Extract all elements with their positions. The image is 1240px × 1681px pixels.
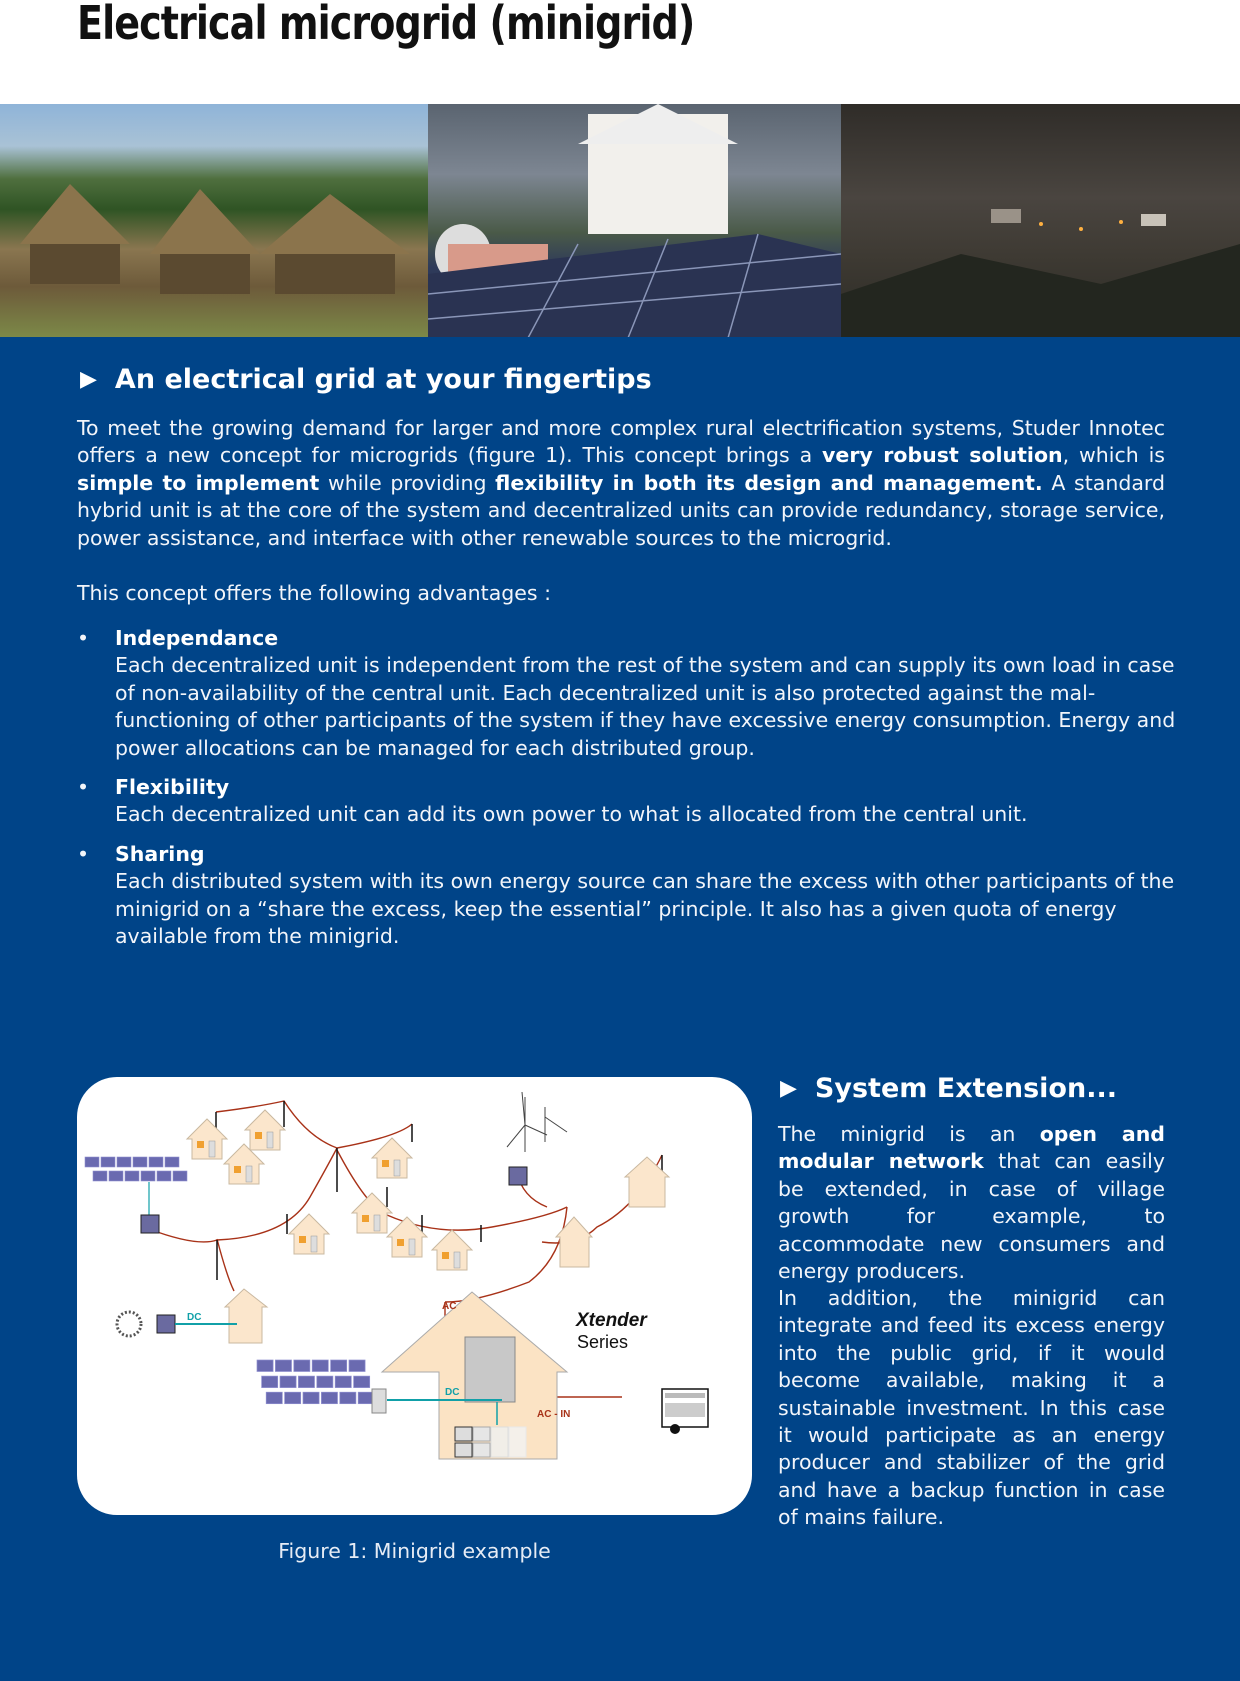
- brand-label: Xtender: [576, 1310, 647, 1331]
- ac-in-label: AC - IN: [537, 1409, 571, 1420]
- charge-controller-icon: [372, 1389, 386, 1413]
- list-item: [77, 774, 1177, 829]
- item-title: • Independance: [115, 626, 279, 650]
- mountain-village-night-photo: [841, 104, 1240, 338]
- item-title: • Sharing: [115, 841, 205, 866]
- extension-paragraph-2: In addition, the minigrid can integrate and feed its excess energy into the public grid, if it would become available, making it a sustainable investment. In this case it would participate as an energy producer and stabilizer of the grid and have a backup function in case of mains failure.: [778, 1286, 1165, 1530]
- photo-strip: [0, 104, 1240, 338]
- church-solar-panels-photo: [428, 104, 841, 338]
- content-panel: [0, 337, 1240, 1681]
- text: The minigrid is an: [778, 1122, 1040, 1146]
- text: To meet the growing demand for larger and more complex rural electrification systems, Studer Innotec offers a new concept for microgrids (figure 1). This concept brings a: [77, 416, 1165, 468]
- inverter-icon: [141, 1215, 159, 1233]
- dc-label: DC: [187, 1312, 202, 1323]
- section-heading-grid: [80, 364, 652, 395]
- figure-caption: Figure 1: Minigrid example: [278, 1539, 551, 1563]
- text: , which is: [1062, 443, 1165, 468]
- xtender-unit-icon: [465, 1337, 515, 1402]
- triangle-right-icon: ▶: [80, 367, 97, 392]
- bold-text: very robust solution: [822, 443, 1063, 468]
- bold-text: simple to implement: [77, 470, 320, 495]
- item-text: Each decentralized unit can add its own power to what is allocated from the central unit.: [115, 802, 1028, 827]
- text: while providing: [319, 470, 496, 495]
- intro-paragraph: [77, 415, 1165, 552]
- section-heading-extension: [780, 1073, 1117, 1104]
- page-title: Electrical microgrid (minigrid): [77, 0, 695, 50]
- text: A standard hybrid unit is at the core of the system and decentralized units can provide redundancy, storage service, power assistance, and interface with other renewable sources to the microgrid.: [77, 470, 1165, 550]
- list-item: [77, 625, 1177, 762]
- generator-icon: [662, 1389, 708, 1434]
- consumer-house: [225, 1289, 267, 1343]
- advantages-list: [77, 625, 1177, 962]
- inverter-icon: [157, 1315, 175, 1333]
- heading-text: System Extension...: [814, 1073, 1117, 1104]
- thatched-huts-photo: [0, 104, 428, 338]
- series-label: Series: [577, 1332, 629, 1352]
- item-text: Each decentralized unit is independent from the rest of the system and can supply its own load in case of non-availability of the central unit. Each decentralized unit is also protected against the mal-functioning of other participants of the system if they have excessive energy consumption. Energy and power allocations can be managed for each distributed group.: [115, 653, 1176, 760]
- solar-array-icon: [257, 1360, 374, 1404]
- ac-label: AC: [442, 1301, 457, 1312]
- heading-text: An electrical grid at your fingertips: [114, 364, 652, 395]
- extension-paragraph-1: [778, 1121, 1165, 1285]
- bold-text: open and modular network: [778, 1122, 1165, 1174]
- solar-array-icon: [85, 1157, 187, 1181]
- text: that can easily be extended, in case of village growth for example, to accommodate new consumers and energy producers.: [778, 1149, 1166, 1284]
- hydro-turbine-icon: [117, 1312, 141, 1336]
- item-title: • Flexibility: [115, 775, 230, 800]
- inverter-icon: [509, 1167, 527, 1185]
- dc-label: DC: [445, 1387, 460, 1398]
- minigrid-diagram: [77, 1077, 752, 1515]
- list-item: [77, 841, 1177, 951]
- consumer-house: [556, 1217, 592, 1267]
- village-houses: [187, 1110, 472, 1270]
- advantages-intro: This concept offers the following advantages :: [77, 581, 551, 605]
- item-text: Each distributed system with its own energy source can share the excess with other participants of the minigrid on a “share the excess, keep the essential” principle. It also has a given quota of energy available from the minigrid.: [115, 869, 1175, 949]
- triangle-right-icon: ▶: [780, 1076, 797, 1101]
- bold-text: flexibility in both its design and management.: [495, 470, 1043, 495]
- wind-turbine-icon: [507, 1092, 567, 1152]
